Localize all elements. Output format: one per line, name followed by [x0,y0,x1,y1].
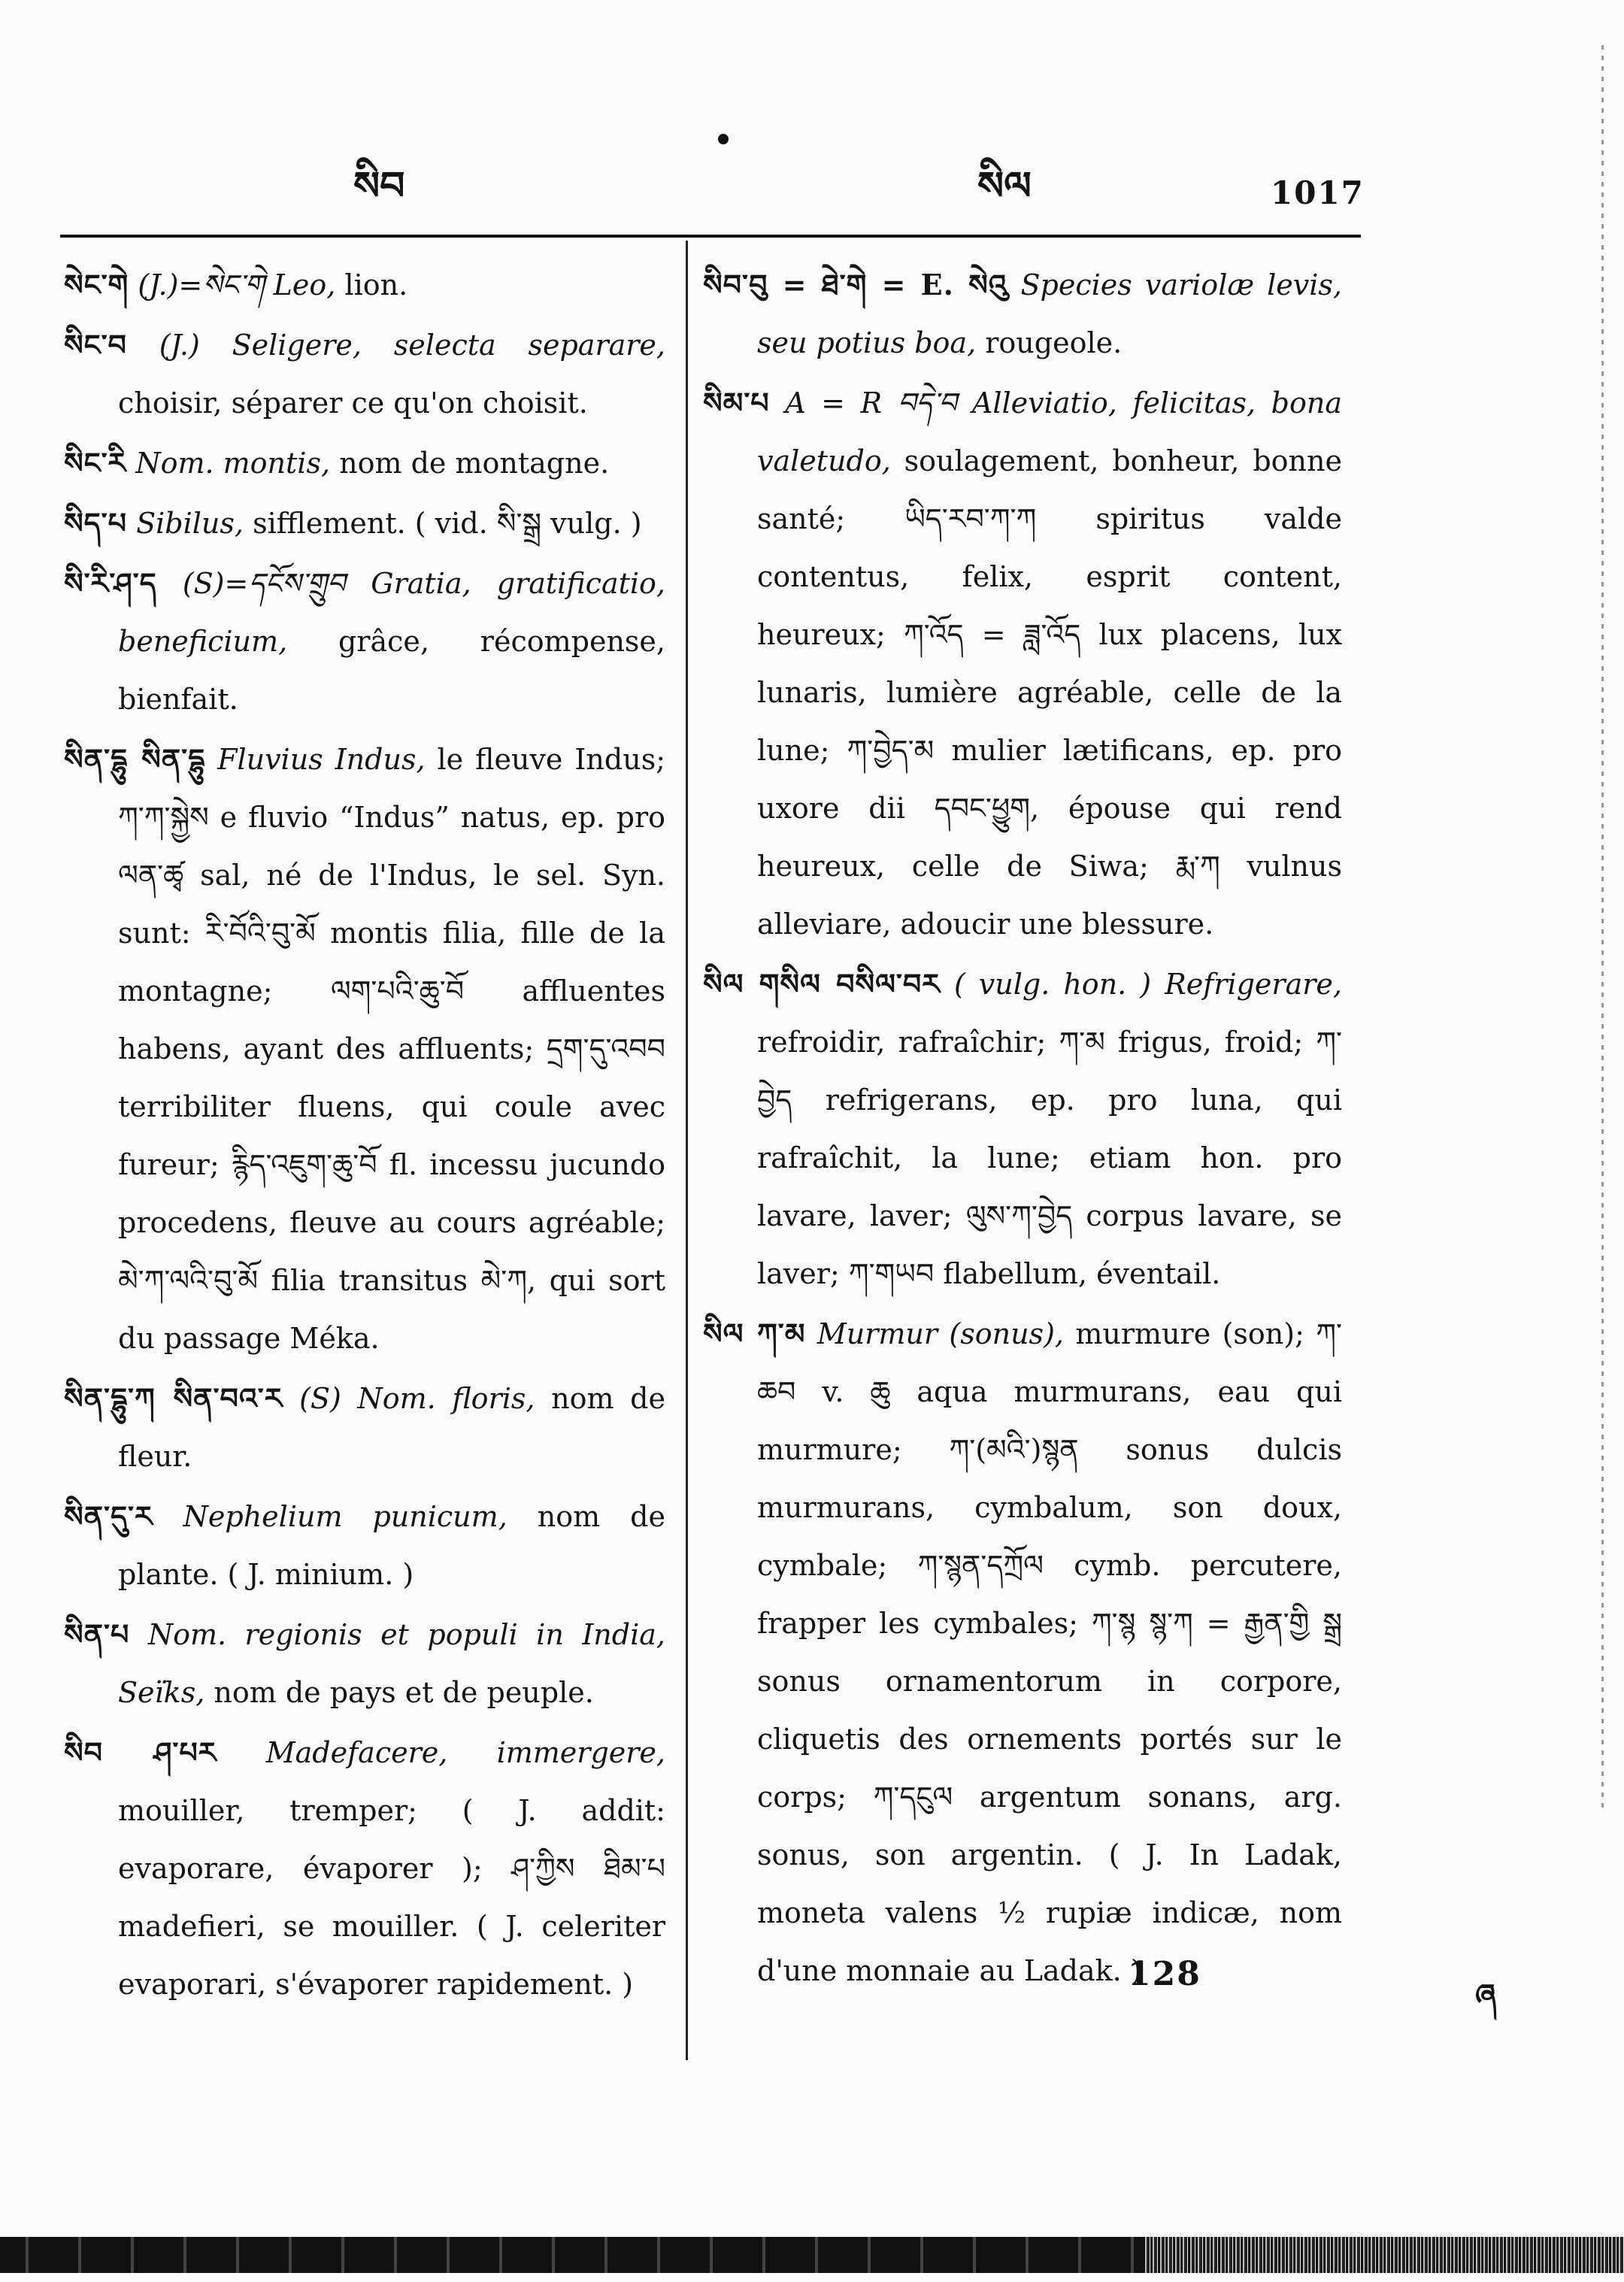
entry-french: sifflement. ( vid. སི་སྒྲ vulg. ) [253,507,642,540]
entry-latin: A = R བདེ་བ Alleviatio, felicitas, bona valetudo, [757,386,1342,477]
margin-mark: ཞ [1475,1977,1496,2013]
running-head-center: སིལ [977,163,1032,209]
dictionary-entry [64,554,665,729]
dictionary-entry [64,730,665,1368]
entry-french: grâce, récompense, bienfait. [118,625,665,716]
entry-headword: སིན་དྷུ སིན་དྷུ [64,742,206,776]
entry-headword: སིན་དུ་ར [64,1499,153,1533]
dictionary-entry [64,1369,665,1486]
left-column [64,256,665,2015]
entry-latin: Fluvius Indus, [217,743,426,776]
entry-headword: སི་རི་ཤ་ད [64,566,157,600]
dictionary-entry [703,1305,1342,2000]
page-number: 1017 [1271,174,1365,211]
dictionary-entry [64,1605,665,1722]
entry-french: nom de plante. ( J. minium. ) [118,1500,665,1591]
entry-french: le fleuve Indus; ཀ་ཀ་སྐྱེས e fluvio “Indus” natus, ep. pro ལན་ཚྭ sal, né de l'Indus, le sel. Syn. sunt: རི་བོའི་བུ་མོ montis filia, fille de la montagne; ལག་པའི་ཆུ་བོ affluentes habens, ayant des affluents; དྲག་དུ་འབབ terribiliter fluens, qui coule avec fureur; རྙིད་འཇུག་ཆུ་བོ fl. incessu jucundo procedens, fleuve au cours agréable; མེ་ཀ་ལའི་བུ་མོ filia transitus མེ་ཀ, qui sort du passage Méka. [118,743,665,1355]
dictionary-entry [703,256,1342,372]
column-divider [686,241,688,2060]
entry-french: murmure (son); ཀ་ཆབ v. ཆུ aqua murmurans, eau qui murmure; ཀ་(མའི་)སྙན sonus dulcis murmurans, cymbalum, son doux, cymbale; ཀ་སྙན་དཀྲོལ cymb. percutere, frapper les cymbales; ཀ་སྙ སྙ་ཀ = རྒྱན་གྱི སྒྲ sonus ornamentorum in corpore, cliquetis des ornements portés sur le corps; ཀ་དངུལ argentum sonans, arg. sonus, son argentin. ( J. In Ladak, moneta valens ½ rupiæ indicæ, nom d'une monnaie au Ladak. ) [757,1317,1342,1987]
scan-border-noise [1143,2237,1624,2273]
scan-edge-mark [1601,45,1604,1812]
entry-headword: སེང་གེ [64,268,129,302]
dictionary-entry [64,316,665,432]
signature-number: 128 [1128,1955,1201,1993]
dictionary-entry [64,1487,665,1604]
entry-headword: སིང་རི [64,446,127,480]
entry-latin: Species variolæ levis, seu potius boa, [757,268,1342,359]
dictionary-entry [64,434,665,492]
entry-french: mouiller, tremper; ( J. addit: evaporare, évaporer ); ཤ་ཀྱིས ཐིམ་པ madefieri, se mouiller. ( J. celeriter evaporari, s'évaporer rapidement. ) [118,1794,665,2001]
entry-headword: སིབ་བུ = ཐེ་གེ = E. སེའུ [703,268,1008,302]
entry-french: nom de fleur. [118,1382,665,1473]
entry-latin: Murmur (sonus), [817,1317,1064,1350]
entry-latin: Nom. regionis et populi in India, Seïks, [118,1618,665,1709]
entry-latin: (S) Nom. floris, [299,1382,535,1415]
entry-headword: སིམ་པ [703,386,770,420]
header-rule [60,235,1361,238]
entry-french: refroidir, rafraîchir; ཀ་མ frigus, froid; ཀ་བྱེད refrigerans, ep. pro luna, qui rafraîchit, la lune; etiam hon. pro lavare, laver; ལུས་ཀ་བྱེད corpus lavare, se laver; ཀ་གཡབ flabellum, éventail. [757,1026,1342,1290]
entry-french: nom de pays et de peuple. [214,1676,594,1709]
entry-latin: Sibilus, [136,507,244,540]
ink-dot [718,134,729,144]
entry-headword: སིན་པ [64,1617,130,1651]
entry-headword: སིང་བ [64,328,127,362]
entry-french: lion. [344,268,408,302]
entry-latin: (J.)=སེང་གེ Leo, [138,268,336,302]
entry-latin: (S)=དངོས་གྲུབ Gratia, gratificatio, beneficium, [118,567,665,658]
entry-latin: Nephelium punicum, [183,1500,508,1533]
dictionary-entry [703,374,1342,953]
entry-latin: Nom. montis, [135,447,331,480]
entry-headword: སིལ གསིལ བསིལ་བར [703,967,941,1001]
running-head-left: སིབ [353,163,405,209]
entry-headword: སིན་དྷུ་ཀ སིན་བའ་ར [64,1381,283,1415]
dictionary-entry [703,955,1342,1303]
dictionary-entry [64,494,665,553]
entry-french: nom de montagne. [339,447,610,480]
entry-headword: སིལ ཀ་མ [703,1317,806,1350]
dictionary-entry [64,1723,665,2014]
entry-latin: ( vulg. hon. ) Refrigerare, [953,968,1342,1001]
entry-french: choisir, séparer ce qu'on choisit. [118,386,588,420]
entry-latin: Madefacere, immergere, [265,1736,665,1769]
dictionary-entry [64,256,665,314]
entry-latin: (J.) Seligere, selecta separare, [159,329,665,362]
entry-headword: སིབ ཤ་པར [64,1735,217,1769]
entry-headword: སིད་པ [64,506,127,540]
entry-french: rougeole. [985,326,1123,359]
right-column [703,256,1342,2002]
entry-french: soulagement, bonheur, bonne santé; ཡིད་རབ་ཀ་ཀ spiritus valde contentus, felix, esprit content, heureux; ཀ་འོད = ཟླ་འོད lux placens, lux lunaris, lumière agréable, celle de la lune; ཀ་བྱེད་མ mulier lætificans, ep. pro uxore dii དབང་ཕྱུག, épouse qui rend heureux, celle de Siwa; རྨ་ཀ vulnus alleviare, adoucir une blessure. [757,444,1342,941]
